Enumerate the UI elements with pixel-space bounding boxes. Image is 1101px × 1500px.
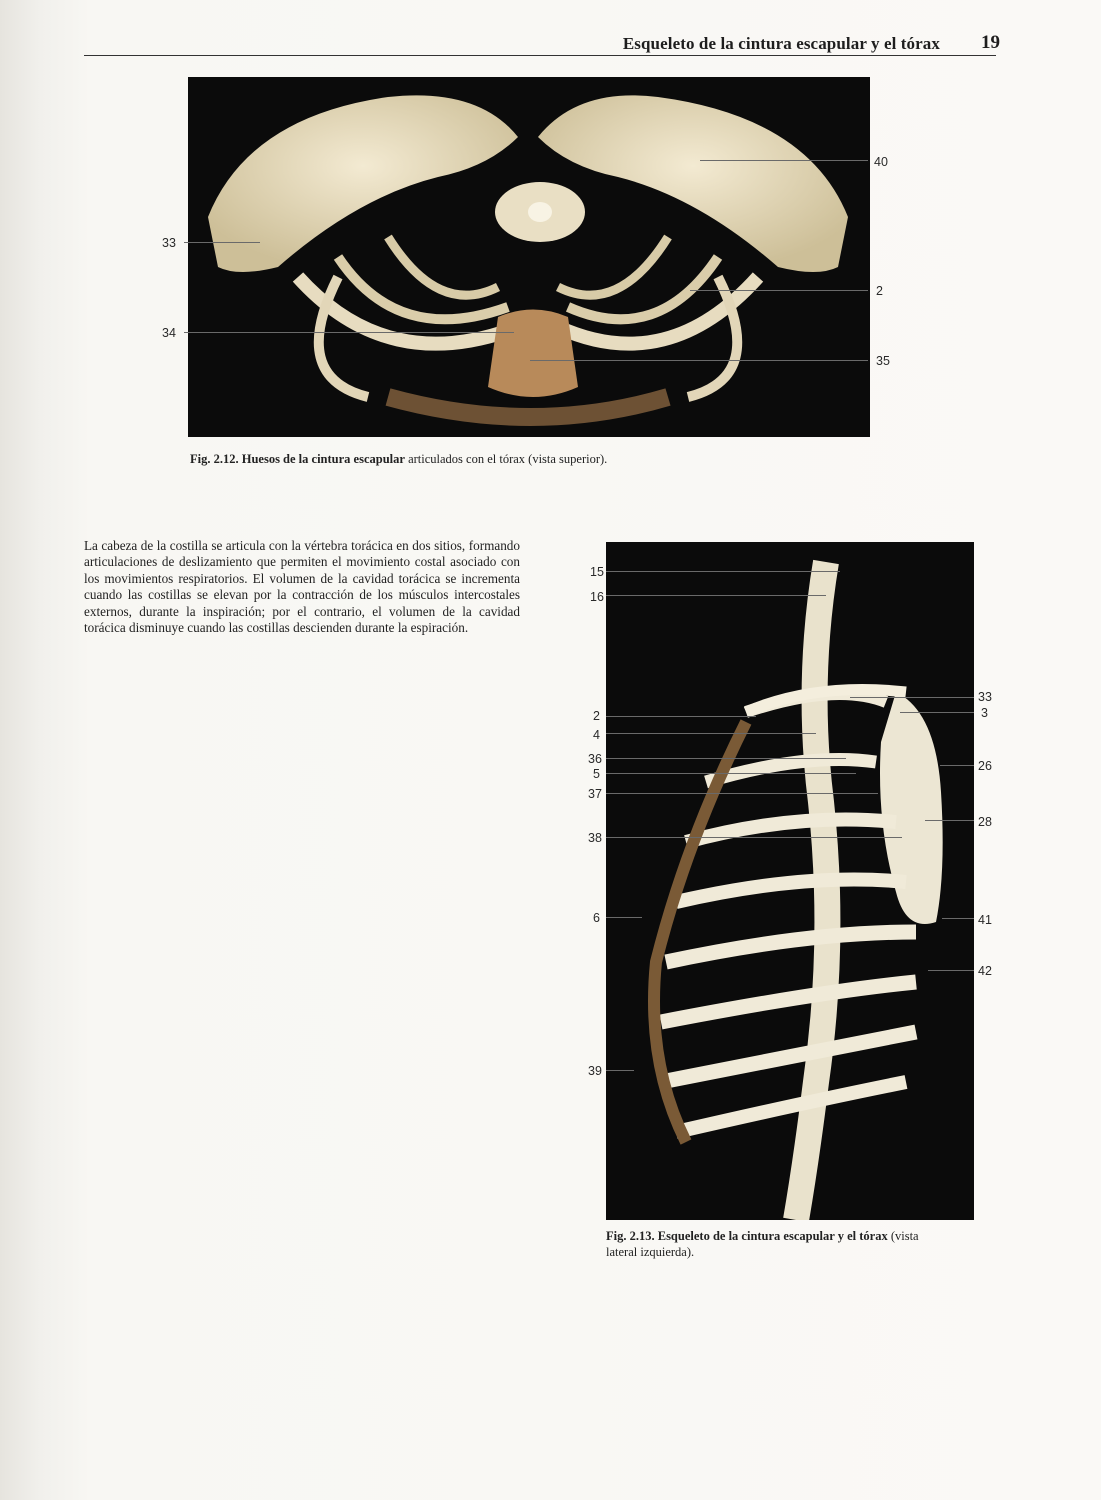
fig1-label-40: 40 (874, 155, 888, 169)
fig2-label-42: 42 (978, 964, 992, 978)
fig1-label-33: 33 (162, 236, 176, 250)
fig1-label-35: 35 (876, 354, 890, 368)
leader-38 (606, 837, 902, 838)
header-rule (84, 55, 996, 56)
leader-16 (606, 595, 826, 596)
figure-2-13-photo (606, 542, 974, 1220)
fig2-label-37: 37 (588, 787, 602, 801)
leader-5 (606, 773, 856, 774)
leader-36 (606, 758, 846, 759)
leader-39 (606, 1070, 634, 1071)
figure-2-12-photo (188, 77, 870, 437)
caption-number: Fig. 2.13. (606, 1229, 655, 1243)
running-header-title: Esqueleto de la cintura escapular y el tórax (622, 34, 940, 53)
figure-2-13-caption (606, 1228, 951, 1260)
caption-rest: (vista lateral izquierda). (606, 1229, 919, 1259)
leader-42 (928, 970, 974, 971)
body-paragraph: La cabeza de la costilla se articula con la vértebra torácica en dos sitios, formando articulaciones de deslizamiento que permiten el movimiento costal asociado con los movimientos respiratorios. El volumen de la cavidad torácica se incrementa cuando las costillas se elevan por la contracción de los músculos intercostales externos, durante la inspiración; por el contrario, el volumen de la cavidad torácica disminuye cuando las costillas descienden durante la espiración. (84, 538, 520, 636)
fig2-label-39: 39 (588, 1064, 602, 1078)
fig2-label-2: 2 (593, 709, 600, 723)
fig2-label-33: 33 (978, 690, 992, 704)
leader-6 (606, 917, 642, 918)
leader-41 (942, 918, 974, 919)
leader-15 (606, 571, 840, 572)
fig2-label-16: 16 (590, 590, 604, 604)
leader-33 (184, 242, 260, 243)
leader-2b (606, 716, 756, 717)
leader-26 (940, 765, 974, 766)
fig2-label-6: 6 (593, 911, 600, 925)
caption-number: Fig. 2.12. (190, 452, 239, 466)
caption-bold: Esqueleto de la cintura escapular y el tórax (657, 1229, 888, 1243)
leader-37 (606, 793, 878, 794)
fig2-label-41: 41 (978, 913, 992, 927)
leader-34 (184, 332, 514, 333)
leader-35 (530, 360, 868, 361)
fig2-label-38: 38 (588, 831, 602, 845)
fig2-label-36: 36 (588, 752, 602, 766)
figure-2-12-caption (190, 451, 890, 467)
fig2-label-15: 15 (590, 565, 604, 579)
page-number: 19 (981, 32, 1000, 53)
fig2-label-28: 28 (978, 815, 992, 829)
fig2-label-4: 4 (593, 728, 600, 742)
caption-bold: Huesos de la cintura escapular (241, 452, 405, 466)
leader-2 (690, 290, 868, 291)
leader-4 (606, 733, 816, 734)
leader-33b (850, 697, 974, 698)
leader-28 (925, 820, 974, 821)
leader-3 (900, 712, 974, 713)
caption-rest: articulados con el tórax (vista superior). (408, 452, 608, 466)
fig2-label-3: 3 (981, 706, 988, 720)
fig1-label-34: 34 (162, 326, 176, 340)
fig2-label-26: 26 (978, 759, 992, 773)
fig1-label-2: 2 (876, 284, 883, 298)
leader-40 (700, 160, 868, 161)
fig2-label-5: 5 (593, 767, 600, 781)
